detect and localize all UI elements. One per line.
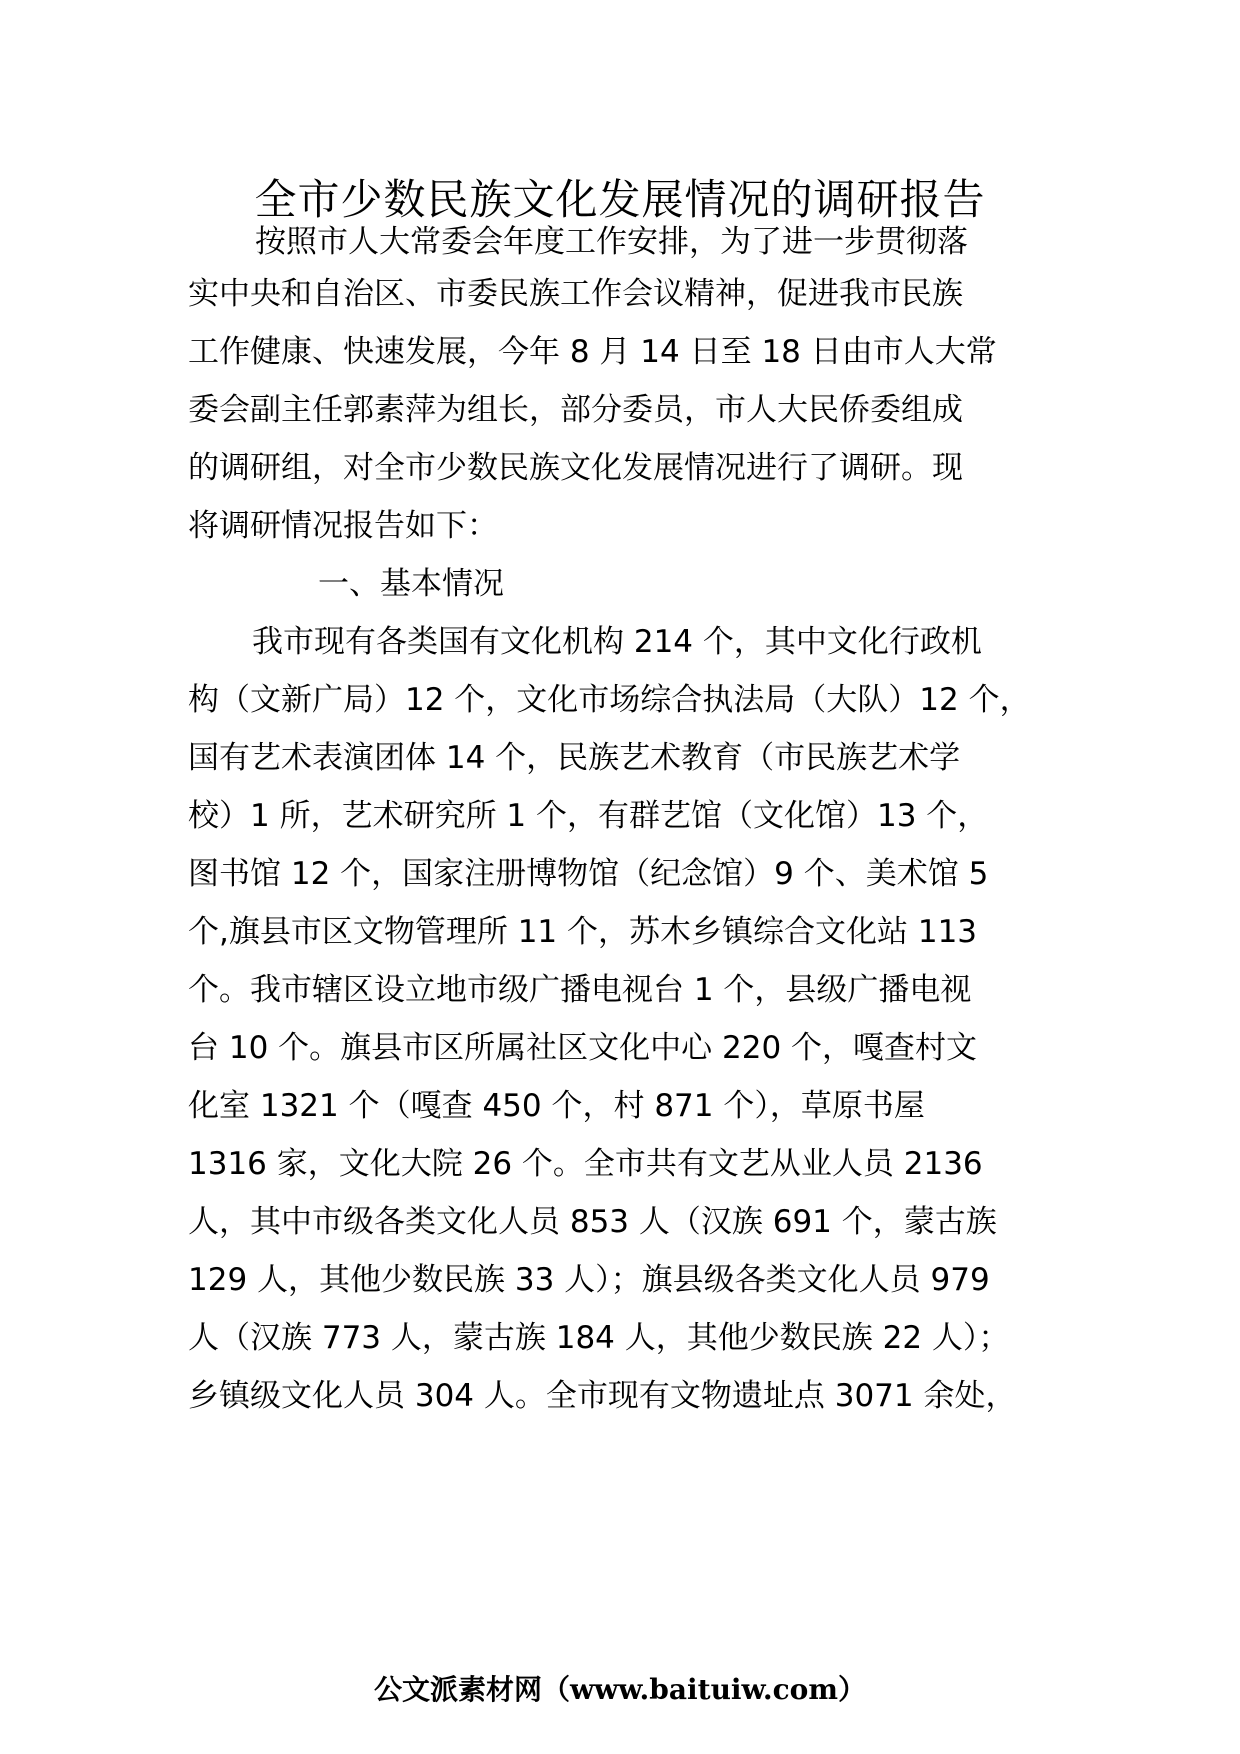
paragraph-line: 的调研组，对全市少数民族文化发展情况进行了调研。现 [188, 450, 963, 486]
paragraph-line: 图书馆 12 个，国家注册博物馆（纪念馆）9 个、美术馆 5 [188, 856, 989, 892]
paragraph-line: 乡镇级文化人员 304 人。全市现有文物遗址点 3071 余处， [188, 1378, 1017, 1414]
section-heading: 一、基本情况 [318, 566, 504, 602]
paragraph-line: 将调研情况报告如下： [188, 508, 498, 544]
paragraph-line: 个。我市辖区设立地市级广播电视台 1 个，县级广播电视 [188, 972, 972, 1008]
paragraph-line: 委会副主任郭素萍为组长，部分委员，市人大民侨委组成 [188, 392, 963, 428]
paragraph-line: 我市现有各类国有文化机构 214 个，其中文化行政机 [252, 624, 982, 660]
paragraph-line: 人（汉族 773 人，蒙古族 184 人，其他少数民族 22 人）； [188, 1320, 1010, 1356]
paragraph-line: 工作健康、快速发展，今年 8 月 14 日至 18 日由市人大常 [188, 334, 997, 370]
paragraph-line: 个,旗县市区文物管理所 11 个，苏木乡镇综合文化站 113 [188, 914, 978, 950]
paragraph-line: 实中央和自治区、市委民族工作会议精神，促进我市民族 [188, 276, 963, 312]
page-title: 全市少数民族文化发展情况的调研报告 [254, 175, 986, 224]
paragraph-line: 129 人，其他少数民族 33 人）；旗县级各类文化人员 979 [188, 1262, 990, 1298]
paragraph-line: 1316 家，文化大院 26 个。全市共有文艺从业人员 2136 [188, 1146, 983, 1182]
paragraph-line: 按照市人大常委会年度工作安排，为了进一步贯彻落 [255, 224, 968, 260]
paragraph-line: 人，其中市级各类文化人员 853 人（汉族 691 个，蒙古族 [188, 1204, 997, 1240]
paragraph-line: 化室 1321 个（嘎查 450 个，村 871 个），草原书屋 [188, 1088, 925, 1124]
footer-watermark: 公文派素材网（www.baituiw.com） [374, 1673, 866, 1706]
paragraph-line: 国有艺术表演团体 14 个，民族艺术教育（市民族艺术学 [188, 740, 961, 776]
paragraph-line: 台 10 个。旗县市区所属社区文化中心 220 个，嘎查村文 [188, 1030, 978, 1066]
paragraph-line: 构（文新广局）12 个，文化市场综合执法局（大队）12 个， [188, 682, 1031, 718]
paragraph-line: 校）1 所，艺术研究所 1 个，有群艺馆（文化馆）13 个， [188, 798, 989, 834]
